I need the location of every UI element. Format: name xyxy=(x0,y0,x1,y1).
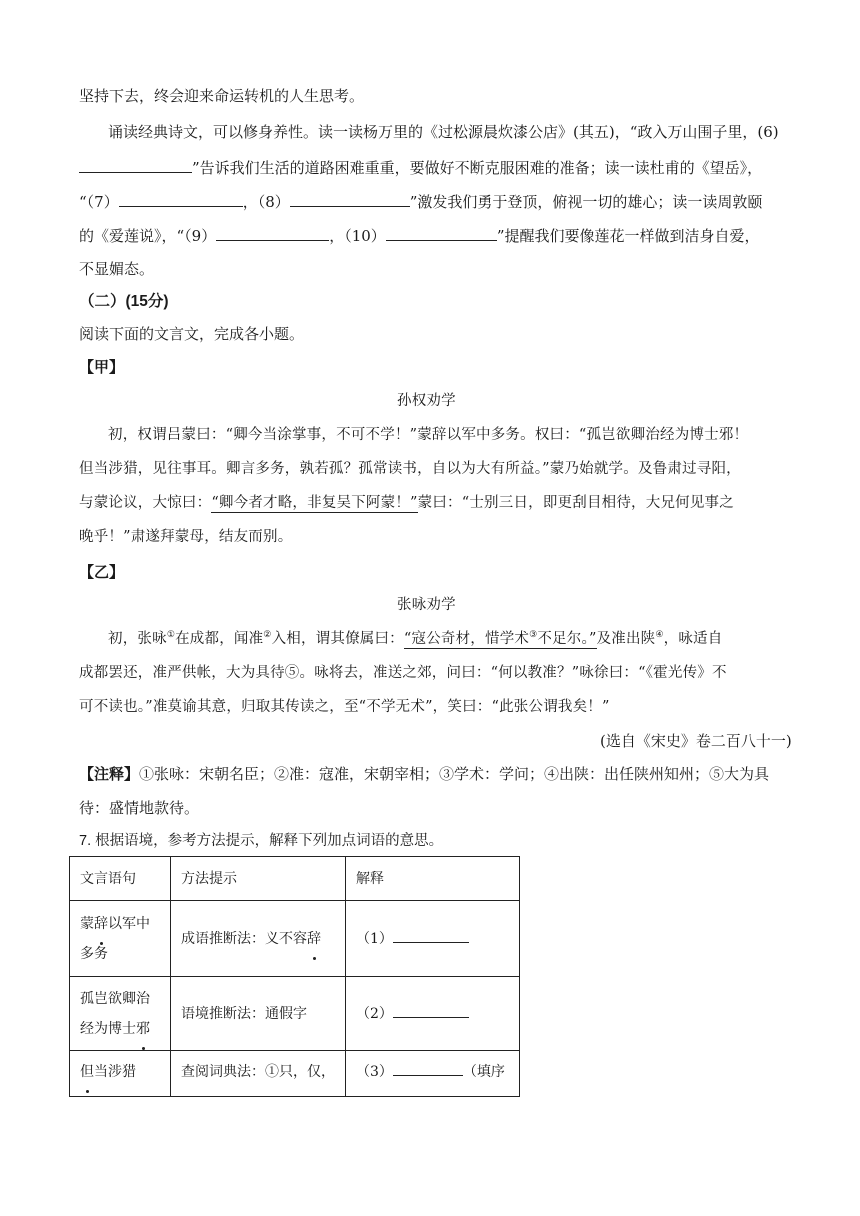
method-cell: 语境推断法：通假字 xyxy=(171,977,346,1051)
text-yi-label: 【乙】 xyxy=(79,563,125,581)
text-jia-line-4: 晚乎！”肃遂拜蒙母，结友而别。 xyxy=(79,529,293,545)
dotted-word: 辞 xyxy=(94,909,108,939)
recitation-line-4: 的《爱莲说》，“（9） ，（10） ”提醒我们要像莲花一样做到洁身自爱， xyxy=(79,227,760,245)
answer-blank-q7-1[interactable] xyxy=(393,928,469,943)
notes-label: 【注释】 xyxy=(79,765,140,783)
table-row xyxy=(70,901,520,977)
answer-cell: （1） xyxy=(346,901,520,977)
footnote-marker-4: ④ xyxy=(655,630,664,640)
table-row xyxy=(70,1051,520,1097)
table-row xyxy=(70,977,520,1051)
text-yi-line-3: 可不读也。”准莫谕其意，归取其传读之，至“不学无术”，笑曰：“此张公谓我矣！” xyxy=(79,699,610,715)
answer-blank-q7-3[interactable] xyxy=(393,1061,463,1076)
header-explanation: 解释 xyxy=(346,857,520,901)
header-method: 方法提示 xyxy=(171,857,346,901)
recitation-line-2: ”告诉我们生活的道路困难重重，要做好不断克服困难的准备；读一读杜甫的《望岳》， xyxy=(79,158,762,178)
vocab-table xyxy=(69,856,520,1097)
answer-cell: （3） （填序 xyxy=(346,1051,520,1097)
answer-cell: （2） xyxy=(346,977,520,1051)
text-yi-line-1: 初，张咏①在成都，闻准②入相，谓其僚属曰：“寇公奇材，惜学术③不足尔。”及准出陕④，咏适自 xyxy=(108,630,723,647)
text-jia-line-1: 初，权谓吕蒙曰：“卿今当涂掌事，不可不学！”蒙辞以军中多务。权曰：“孤岂欲卿治经为博士邪！ xyxy=(108,427,749,443)
method-cell: 查阅词典法：①只，仅， xyxy=(171,1051,346,1097)
text-jia-label: 【甲】 xyxy=(79,358,125,376)
method-cell: 成语推断法：义不容辞 xyxy=(171,901,346,977)
dotted-word: 但 xyxy=(80,1057,94,1087)
answer-blank-8[interactable] xyxy=(290,192,410,207)
text-yi-source: (选自《宋史》卷二百八十一) xyxy=(600,732,792,750)
footnote-marker-1: ① xyxy=(166,630,176,640)
text-jia-line-3: 与蒙论议，大惊曰：“卿今者才略，非复吴下阿蒙！”蒙曰：“士别三日，即更刮目相待，大兄何见事之 xyxy=(79,495,734,511)
footnote-marker-2: ② xyxy=(263,630,272,640)
footnote-marker-3: ③ xyxy=(529,630,538,640)
section-instruction: 阅读下面的文言文，完成各小题。 xyxy=(79,325,305,343)
recitation-line-3: “（7） ，（8） ”激发我们勇于登顶，俯视一切的雄心；读一读周敦颐 xyxy=(79,193,763,211)
sentence-cell: 孤岂欲卿治 经为博士邪 xyxy=(70,977,171,1051)
intro-line: 坚持下去，终会迎来命运转机的人生思考。 xyxy=(79,87,365,105)
notes-line-2: 待：盛情地款待。 xyxy=(79,799,200,817)
answer-blank-10[interactable] xyxy=(386,226,497,241)
text-jia-line-2: 但当涉猎，见往事耳。卿言多务，孰若孤？孤常读书，自以为大有所益。”蒙乃始就学。及鲁肃过寻阳， xyxy=(79,461,741,477)
sentence-cell: 但当涉猎 xyxy=(70,1051,171,1097)
question-7-prompt: 7. 根据语境，参考方法提示，解释下列加点词语的意思。 xyxy=(79,833,444,849)
answer-blank-9[interactable] xyxy=(216,226,329,241)
sentence-cell: 蒙辞以军中 多务 xyxy=(70,901,171,977)
recitation-line-1: 诵读经典诗文，可以修身养性。读一读杨万里的《过松源晨炊漆公店》(其五)，“政入万山围子里，(6) xyxy=(108,123,779,141)
notes-line-1: 【注释】①张咏：宋朝名臣；②准：寇准，宋朝宰相；③学术：学问；④出陕：出任陕州知州；⑤大为具 xyxy=(79,765,770,783)
underlined-sentence-jia: “卿今者才略，非复吴下阿蒙！” xyxy=(211,495,418,511)
text-jia-title: 孙权劝学 xyxy=(397,393,456,409)
section-heading: （二）(15分) xyxy=(79,293,169,310)
answer-blank-6[interactable] xyxy=(79,158,192,173)
dotted-word: 邪 xyxy=(136,1014,150,1044)
recitation-line-5: 不显媚态。 xyxy=(79,260,155,278)
dotted-word: 辞 xyxy=(307,924,321,954)
text-yi-line-2: 成都罢还，准严供帐，大为具待⑤。咏将去，准送之郊，问曰：“何以教准？”咏徐曰：“《霍光传》不 xyxy=(79,665,727,681)
table-header-row xyxy=(70,857,520,901)
underlined-sentence-yi: “寇公奇材，惜学术③不足尔。” xyxy=(403,630,597,647)
answer-blank-7[interactable] xyxy=(119,192,243,207)
answer-blank-q7-2[interactable] xyxy=(393,1003,469,1018)
text-yi-title: 张咏劝学 xyxy=(397,597,456,613)
header-sentence: 文言语句 xyxy=(70,857,171,901)
